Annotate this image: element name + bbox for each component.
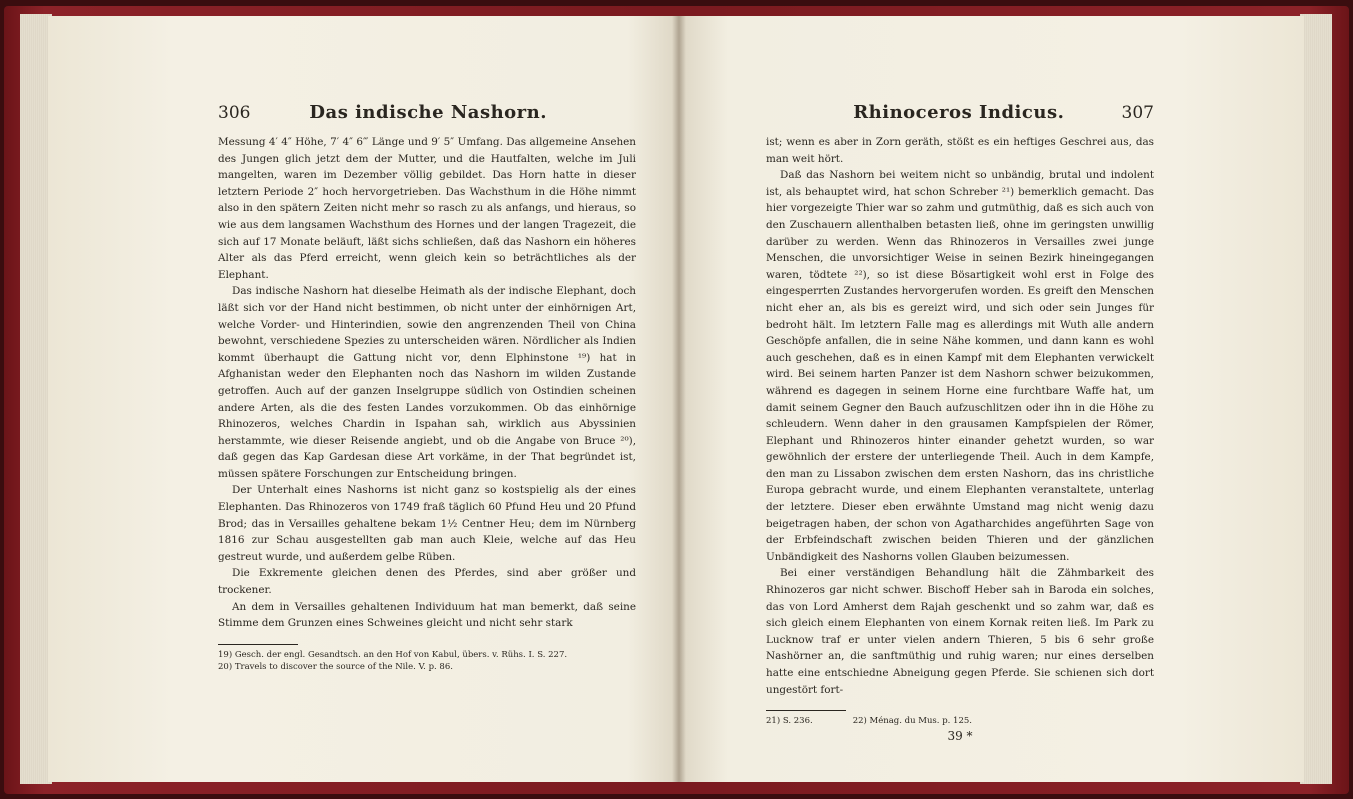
left-paragraph: Der Unterhalt eines Nashorns ist nicht ganz so kostspielig als der eines Elephanten. Das Rhinozeros von 1749 fraß täglich 60 Pfund Heu und 20 Pfund Brod; das in Versailles gehaltene bekam 1½ Centner Heu; dem im Nürnberg 1816 zur Schau ausgestellten gab man auch Kleie, welche auf das Heu gestreut wurde, und außerdem gelbe Rüben. — [218, 484, 636, 563]
right-page-body — [766, 134, 1154, 698]
right-page — [678, 16, 1304, 782]
left-page-number: 306 — [218, 103, 251, 123]
right-page-header — [766, 102, 1154, 128]
footnote: 20) Travels to discover the source of the Nile. V. p. 86. — [218, 661, 453, 672]
footnote-rule — [218, 644, 298, 645]
footnote: 19) Gesch. der engl. Gesandtsch. an den Hof von Kabul, übers. v. Rühs. I. S. 227. — [218, 649, 568, 660]
left-paragraph: An dem in Versailles gehaltenen Individuum hat man bemerkt, daß seine Stimme dem Grunzen eines Schweines gleicht und nicht sehr stark — [218, 600, 636, 630]
left-page-body — [218, 134, 636, 632]
left-paragraph: Das indische Nashorn hat dieselbe Heimath als der indische Elephant, doch läßt sich vor der Hand nicht bestimmen, ob nicht unter der einhörnigen Art, welche Vorder- und Hinterindien, sowie den angrenzenden Theil von China bewohnt, verschiedene Spezies zu unterscheiden wären. Nördlicher als Indien kommt überhaupt die Gattung nicht vor, denn Elphinstone ¹⁹) hat in Afghanistan weder den Elephanten noch das Nashorn im wilden Zustande getroffen. Auch auf der ganzen Inselgruppe südlich von Ostindien scheinen andere Arten, als die des festen Landes vorzukommen. Ob das einhörnige Rhinozeros, welches Chardin in Ispahan sah, wirklich aus Abyssinien herstammte, wie dieser Reisende angiebt, und ob die Angabe von Bruce ²⁰), daß gegen das Kap Gardesan diese Art vorkäme, in der That begründet ist, müssen spätere Forschungen zur Entscheidung bringen. — [218, 285, 636, 480]
right-paragraph: Bei einer verständigen Behandlung hält die Zähmbarkeit des Rhinozeros gar nicht schwer. Bischoff Heber sah in Baroda ein solches, das von Lord Amherst dem Rajah geschenkt und so zahm war, daß es sich gleich einem Elephanten von einem Kornak reiten ließ. Im Park zu Lucknow traf er unter vielen andern Thieren, 5 bis 6 sehr große Nashörner an, die sanftmüthig und ruhig waren; nur eines derselben hatte eine entschiedne Abneigung gegen Pferde. Sie schienen sich dort ungestört fort- — [766, 567, 1154, 696]
right-footnotes — [766, 715, 1154, 727]
left-running-title: Das indische Nashorn. — [309, 102, 548, 123]
signature-mark: 39 * — [947, 729, 973, 744]
left-paragraph: Die Exkremente gleichen denen des Pferdes, sind aber größer und trockener. — [218, 567, 636, 597]
footnote: 22) Ménag. du Mus. p. 125. — [852, 716, 972, 727]
footnote: 21) S. 236. — [766, 716, 813, 727]
page-edges-right — [1300, 14, 1332, 784]
left-page-header — [218, 102, 636, 128]
right-paragraph: ist; wenn es aber in Zorn geräth, stößt es ein heftiges Geschrei aus, das man weit hört. — [766, 136, 1154, 165]
left-footnotes — [218, 649, 636, 673]
right-paragraph: Daß das Nashorn bei weitem nicht so unbändig, brutal und indolent ist, als behauptet wird, hat schon Schreber ²¹) bemerklich gemacht. Das hier vorgezeigte Thier war so zahm und gutmüthig, daß es sich auch von den Zuschauern allenthalben betasten ließ, ohne im geringsten unwillig darüber zu werden. Wenn das Rhinozeros in Versailles zwei junge Menschen, die unvorsichtiger Weise in seinen Bezirk hineingegangen waren, tödtete ²²), so ist diese Bösartigkeit wohl erst in Folge des eingesperrten Zustandes hervorgerufen worden. Es greift den Menschen nicht eher an, als bis es gereizt wird, und sich oder sein Junges für bedroht hält. Im letztern Falle mag es allerdings mit Wuth alle andern Geschöpfe anfallen, die in seine Nähe kommen, und dann kann es wohl auch geschehen, daß es in einen Kampf mit dem Elephanten verwickelt wird. Bei seinem harten Panzer ist dem Nashorn schwer beizukommen, während es dagegen in seinem Horne eine furchtbare Waffe hat, um damit seinem Gegner den Bauch aufzuschlitzen oder ihn in die Höhe zu schleudern. Wenn daher in den grausamen Kampfspielen der Römer, Elephant und Rhinozeros hinter einander gehetzt wurden, so war gewöhnlich der erstere der unterliegende Theil. Auch in dem Kampfe, den man zu Lissabon zwischen dem ersten Nashorn, das ins christliche Europa gebracht wurde, und einem Elephanten veranstaltete, unterlag der letztere. Dieser eben erwähnte Umstand mag nicht wenig dazu beigetragen haben, der schon von Agatharchides angeführten Sage von der Erbfeindschaft zwischen beiden Thieren und der gänzlichen Unbändigkeit des Nashorns vollen Glauben beizumessen. — [766, 169, 1154, 563]
left-paragraph: Messung 4′ 4″ Höhe, 7′ 4″ 6‴ Länge und 9′ 5″ Umfang. Das allgemeine Ansehen des Jungen glich jetzt dem der Mutter, und die Hautfalten, welche im Juli mangelten, waren im Dezember völlig gebildet. Das Horn hatte in dieser letztern Periode 2″ hoch hervorgetrieben. Das Wachsthum in die Höhe nimmt also in den spätern Zeiten nicht mehr so rasch zu als anfangs, und hieraus, so wie aus dem langsamen Wachsthum des Hornes und der langen Tragezeit, die sich auf 17 Monate beläuft, läßt sichs schließen, daß das Nashorn ein höheres Alter als das Pferd erreicht, wenn gleich kein so beträchtliches als der Elephant. — [218, 136, 636, 281]
left-page — [48, 16, 678, 782]
right-running-title: Rhinoceros Indicus. — [853, 102, 1065, 123]
footnote-rule — [766, 710, 846, 711]
book-gutter — [672, 16, 686, 782]
right-page-number: 307 — [1121, 103, 1154, 123]
